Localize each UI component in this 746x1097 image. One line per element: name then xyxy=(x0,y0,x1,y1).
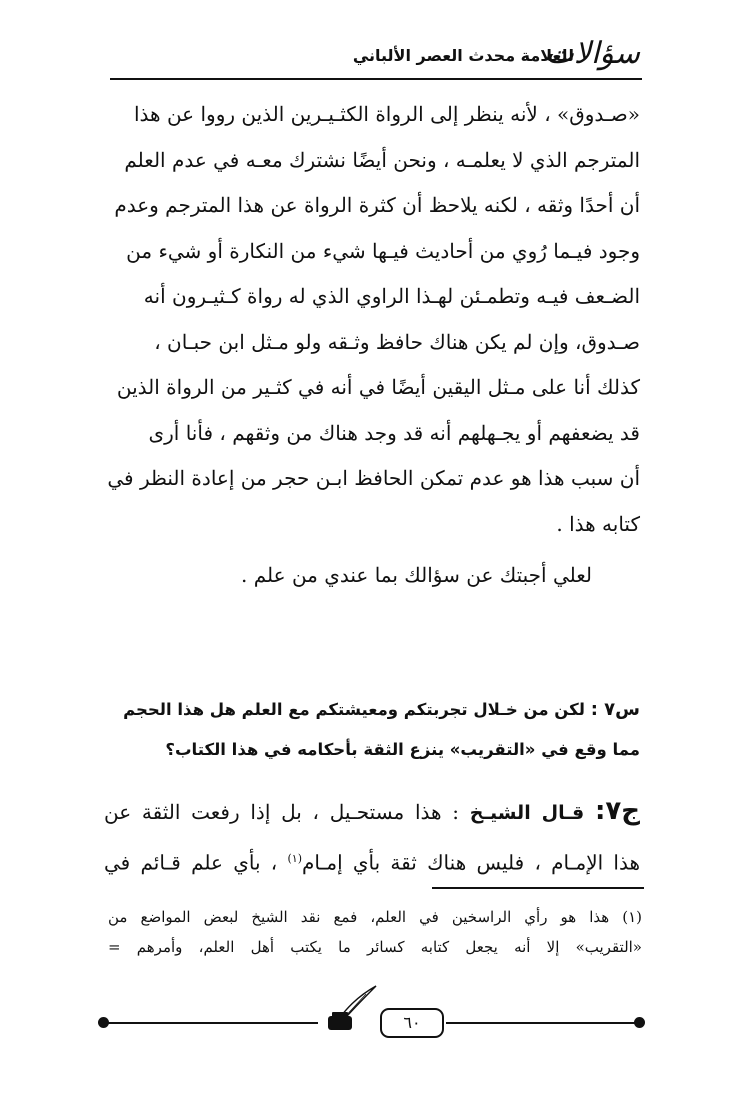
answer-text-2-tail: ، بأي علم قـائم في xyxy=(104,850,278,875)
ornament-line-right xyxy=(446,1022,638,1024)
answer-line-1 xyxy=(104,788,640,836)
question-block xyxy=(104,690,640,770)
ornament-line-left xyxy=(106,1022,318,1024)
ornament-dot-right xyxy=(634,1017,645,1028)
footnote-line-2: «التقريب» إلا أنه يجعل كتابه كسائر ما يكتب أهل العلم، وأمرهم = xyxy=(108,938,642,956)
body-line: أن سبب هذا هو عدم تمكن الحافظ ابـن حجر من إعادة النظر في xyxy=(107,466,640,490)
question-line-1 xyxy=(104,690,640,730)
body-text xyxy=(104,92,640,599)
footnote-line-1: (١) هذا هو رأي الراسخين في العلم، فمع نقد الشيخ لبعض المواضع من xyxy=(108,908,642,926)
answer-block xyxy=(104,788,640,886)
footnote-separator xyxy=(432,887,644,889)
answer-text-2: هذا الإمـام ، فليس هناك ثقة بأي إمـام xyxy=(302,850,641,875)
body-line: أن أحدًا وثقه ، لكنه يلاحظ أن كثرة الرواة عن هذا المترجم وعدم xyxy=(114,193,640,217)
body-line: صـدوق، وإن لم يكن هناك حافظ وثـقه ولو مـثل ابن حبـان ، xyxy=(154,329,640,354)
answer-speaker: قـال الشيـخ xyxy=(469,802,585,824)
page-number: ٦٠ xyxy=(380,1008,444,1038)
inkwell-quill-icon xyxy=(322,984,378,1032)
body-line: وجود فيـما رُوي من أحاديث فيـها شيء من النكارة أو شيء من xyxy=(126,238,640,263)
answer-text-1: : هذا مستحـيل ، بل إذا رفعت الثقة عن xyxy=(104,800,460,824)
header-rule xyxy=(110,78,642,80)
question-line-2: مما وقع في «التقريب» ينزع الثقة بأحكامه في هذا الكتاب؟ xyxy=(165,740,640,759)
body-line: «صـدوق» ، لأنه ينظر إلى الرواة الكثـيـرين الذين رووا عن هذا xyxy=(134,102,640,126)
body-line: قد يضعفهم أو يجـهلهم أنه قد وجد هناك من وثقهم ، فأنا أرى xyxy=(148,420,640,445)
body-line: المترجم الذي لا يعلمـه ، ونحن أيضًا نشترك معـه في عدم العلم xyxy=(124,147,640,172)
footnote-ref: (١) xyxy=(287,852,303,865)
page-header xyxy=(110,30,640,80)
question-text-1: لكن من خـلال تجربتكم ومعيشتكم مع العلم هل هذا الحجم xyxy=(123,700,585,719)
header-logo: سؤالات xyxy=(545,36,640,71)
header-title: للعلامة محدث العصر الألباني xyxy=(352,46,574,65)
answer-line-2 xyxy=(104,836,640,886)
footnote xyxy=(108,902,642,962)
body-line: الضـعف فيـه وتطمـئن لهـذا الراوي الذي له رواة كـثيـرون أنه xyxy=(143,284,640,308)
body-line: كذلك أنا على مـثل اليقين أيضًا في أنه في كثـير من الرواة الذين xyxy=(116,375,640,399)
body-line: كتابه هذا . xyxy=(556,511,640,536)
answer-label: ج٧: xyxy=(594,796,641,826)
closing-line: لعلي أجبتك عن سؤالك بما عندي من علم . xyxy=(241,563,592,587)
question-label: س٧ : xyxy=(590,699,640,720)
